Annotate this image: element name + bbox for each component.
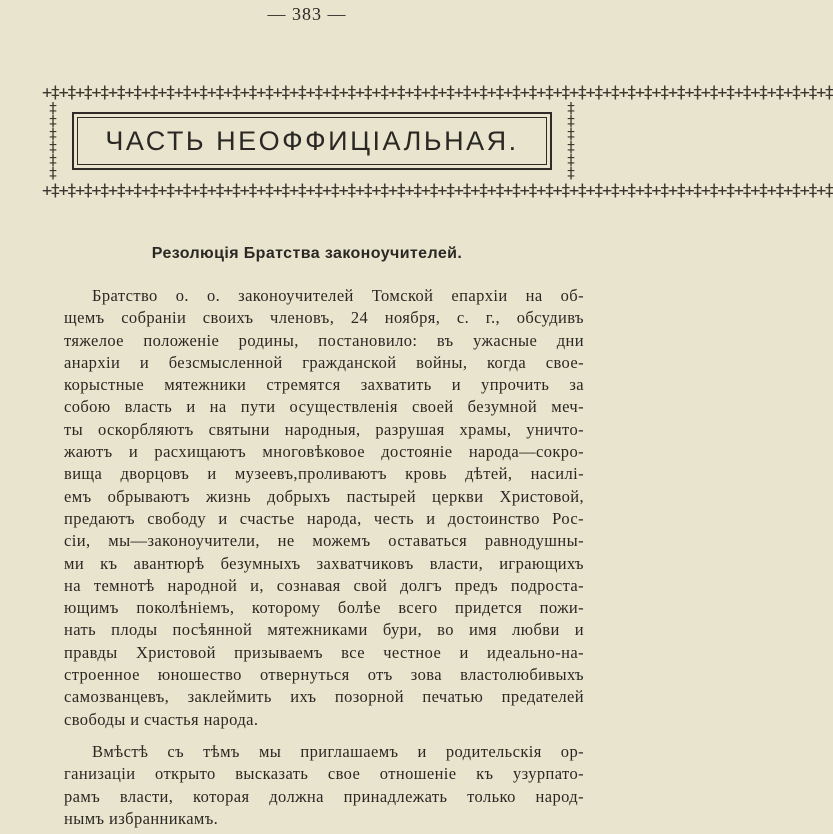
text-line: свободы и счастья народа. (64, 709, 259, 729)
text-line: предаютъ свободу и счастье народа, честь и достоинство Рос- (64, 508, 584, 528)
text-line: вища дворцовъ и музеевъ,проливаютъ кровь дѣтей, насилі- (64, 464, 584, 484)
ornament-border-top: +‡+‡+‡+‡+‡+‡+‡+‡+‡+‡+‡+‡+‡+‡+‡+‡+‡+‡+‡+‡+‡+‡+‡+‡+‡+‡+‡+‡+‡+‡+‡+‡+‡+‡+‡+‡+‡+‡+‡+‡+‡+‡+‡+‡+‡+‡+‡+‡ (42, 83, 833, 103)
text-line: на темнотѣ народной и, сознавая свой долгъ предъ подроста- (64, 575, 584, 595)
text-line: ты оскорбляютъ святыни народныя, разрушая храмы, уничто- (64, 419, 584, 439)
text-line: Братство о. о. законоучителей Томской епархіи на об- (92, 286, 584, 305)
text-line: собою власть и на пути осуществленія своей безумной меч- (64, 397, 584, 417)
text-line: емъ обрываютъ жизнь добрыхъ пастырей церкви Христовой, (64, 486, 584, 506)
banner-frame (72, 112, 552, 170)
ornament-border-right (562, 99, 580, 182)
article-body (64, 285, 584, 830)
text-line: анархіи и безсмысленной гражданской войны, когда свое- (64, 352, 584, 372)
text-line: рамъ власти, которая должна принадлежать только народ- (64, 786, 584, 806)
text-line: правды Христовой призываемъ все честное и идеально-на- (64, 642, 584, 662)
text-line: Вмѣстѣ съ тѣмъ мы приглашаемъ и родительскія ор- (92, 741, 584, 761)
text-line: нать плоды посѣянной мятежниками бури, во имя любви и (64, 620, 584, 640)
ornament-border-left (44, 99, 62, 182)
ornament-border-bottom: +‡+‡+‡+‡+‡+‡+‡+‡+‡+‡+‡+‡+‡+‡+‡+‡+‡+‡+‡+‡+‡+‡+‡+‡+‡+‡+‡+‡+‡+‡+‡+‡+‡+‡+‡+‡+‡+‡+‡+‡+‡+‡+‡+‡+‡+‡+‡+‡ (42, 181, 833, 201)
text-line: самозванцевъ, заклеймить ихъ позорной печатью предателей (64, 687, 584, 707)
text-line: строенное юношество отвернуться отъ зова властолюбивыхъ (64, 665, 584, 685)
text-line: ми къ авантюрѣ безумныхъ захватчиковъ власти, играющихъ (64, 553, 584, 573)
section-title: ЧАСТЬ НЕОФФИЦІАЛЬНАЯ. (105, 126, 519, 156)
text-line: нымъ избранникамъ. (64, 808, 219, 828)
text-line: корыстные мятежники стремятся захватить и упрочить за (64, 375, 584, 395)
article-heading: Резолюція Братства законоучителей. (151, 245, 463, 262)
section-banner (42, 82, 833, 202)
paragraph (64, 285, 584, 731)
text-line: щемъ собраніи своихъ членовъ, 24 ноября, с. г., обсудивъ (64, 308, 584, 328)
paragraph-gap (64, 731, 584, 741)
text-line: ющимъ поколѣніемъ, которому болѣе всего придется пожи- (64, 598, 584, 618)
page-number: — 383 — (267, 4, 347, 24)
text-line: жаютъ и расхищаютъ многовѣковое достояніе народа—сокро- (64, 442, 584, 462)
ornament-right-glyphs: ‡ ‡ ‡ ‡ ‡ ‡ (566, 99, 576, 182)
text-line: ганизаціи открыто высказать свое отношеніе къ узурпато- (64, 764, 584, 784)
paragraph (64, 741, 584, 830)
text-line: сіи, мы—законоучители, не можемъ оставаться равнодушны- (64, 531, 584, 551)
ornament-left-glyphs: ‡ ‡ ‡ ‡ ‡ ‡ (48, 99, 58, 182)
text-line: тяжелое положеніе родины, постановило: въ ужасные дни (64, 330, 584, 350)
